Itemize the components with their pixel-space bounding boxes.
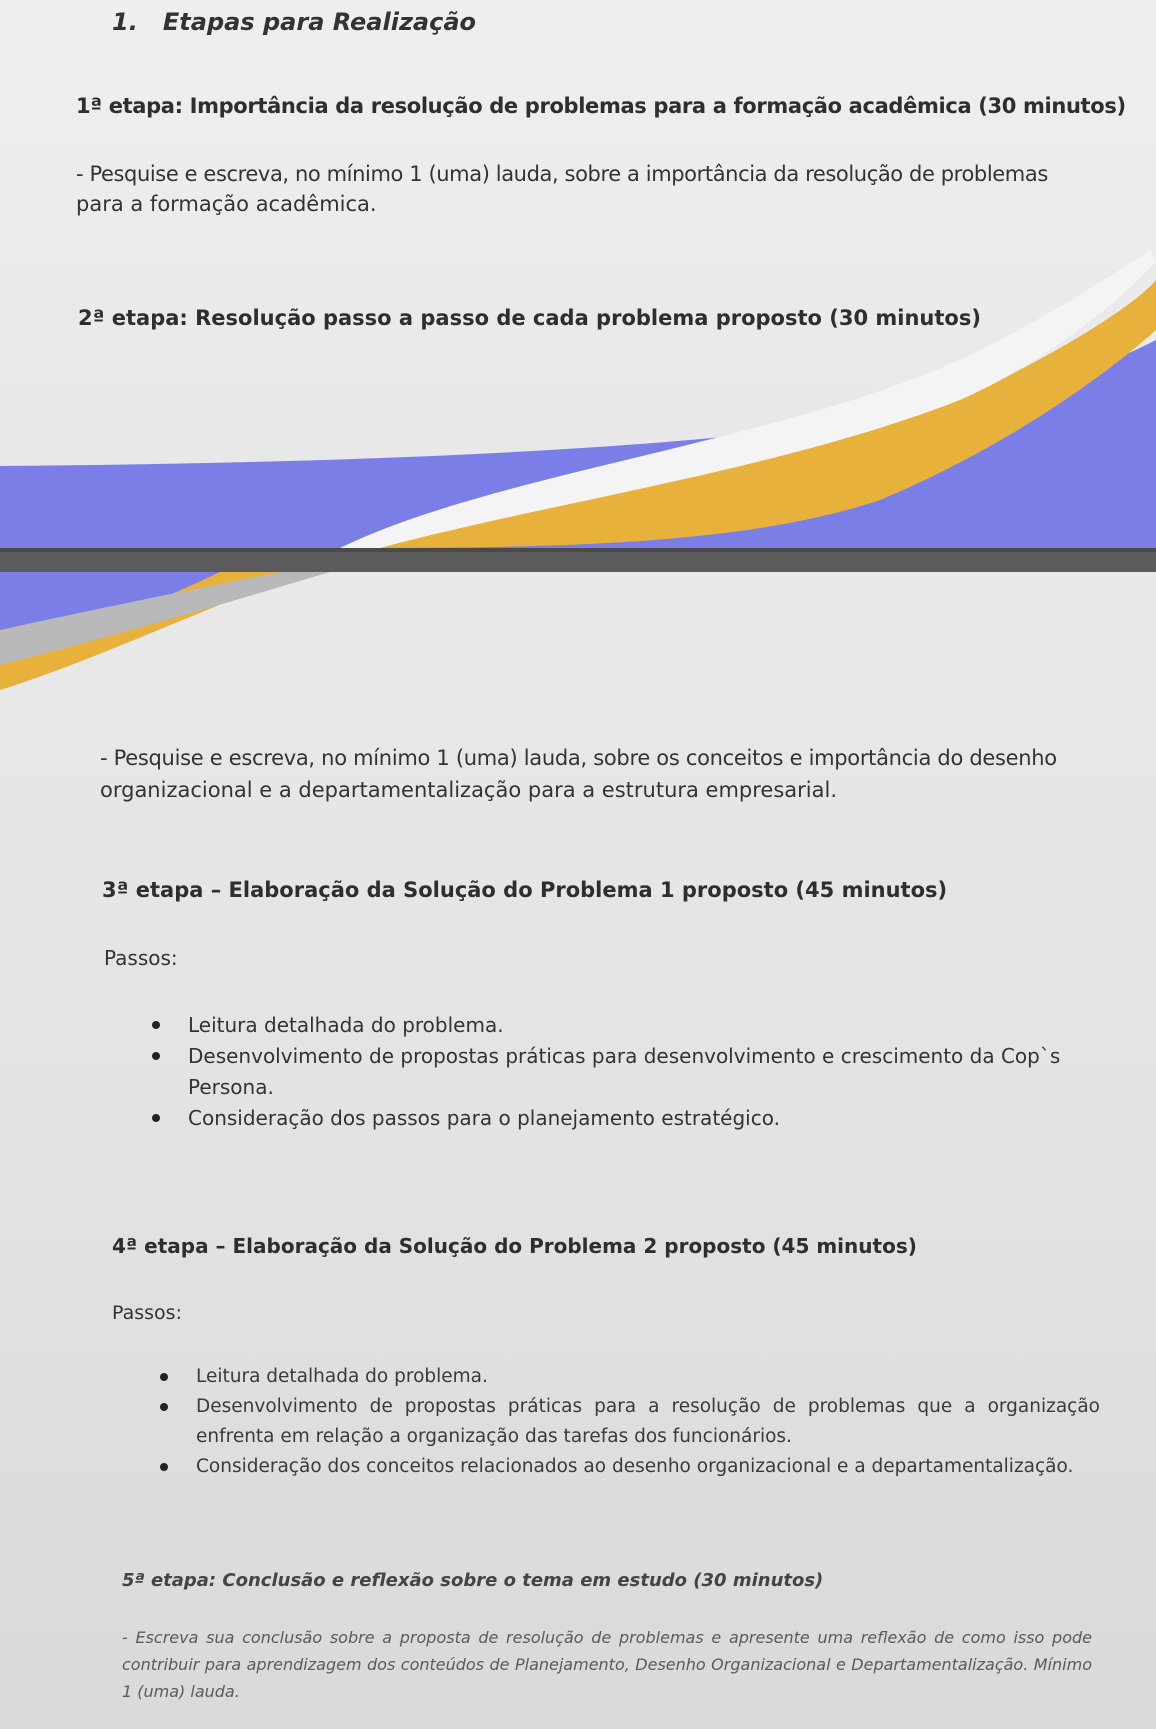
section-number: 1. [112, 8, 138, 36]
stage1-line2: para a formação acadêmica. [76, 192, 377, 216]
stage2-line1: - Pesquise e escreva, no mínimo 1 (uma) lauda, sobre os conceitos e importância do desenho [100, 746, 1057, 770]
stage3-steps-list [152, 1010, 1112, 1134]
stage4-steps-list [160, 1362, 1100, 1482]
stage5-title: 5ª etapa: Conclusão e reflexão sobre o tema em estudo (30 minutos) [122, 1570, 824, 1591]
list-item: Desenvolvimento de propostas práticas para desenvolvimento e crescimento da Cop`s Persona. [152, 1041, 1112, 1103]
section-heading [112, 8, 476, 36]
list-item: Leitura detalhada do problema. [152, 1010, 1112, 1041]
stage4-title: 4ª etapa – Elaboração da Solução do Problema 2 proposto (45 minutos) [112, 1234, 917, 1258]
stage5-text: - Escreva sua conclusão sobre a proposta de resolução de problemas e apresente uma reflexão de como isso pode contribuir para aprendizagem dos conteúdos de Planejamento, Desenho Organizacional e Departamentalização. Mínimo 1 (uma) lauda. [122, 1628, 1092, 1701]
stage1-line1: - Pesquise e escreva, no mínimo 1 (uma) lauda, sobre a importância da resolução de problemas [76, 162, 1048, 186]
list-item: Leitura detalhada do problema. [160, 1362, 1100, 1392]
stage2-line2: organizacional e a departamentalização para a estrutura empresarial. [100, 778, 838, 802]
list-item: Consideração dos conceitos relacionados ao desenho organizacional e a departamentalização. [160, 1452, 1100, 1482]
list-item: Desenvolvimento de propostas práticas para a resolução de problemas que a organização enfrenta em relação a organização das tarefas dos funcionários. [160, 1392, 1100, 1452]
section-title: Etapas para Realização [162, 8, 477, 36]
list-item: Consideração dos passos para o planejamento estratégico. [152, 1103, 1112, 1134]
page-bottom-background [0, 548, 1156, 1729]
stage4-steps-label: Passos: [112, 1302, 182, 1324]
stage1-title: 1ª etapa: Importância da resolução de problemas para a formação acadêmica (30 minutos) [76, 94, 1126, 118]
stage3-steps-label: Passos: [104, 946, 178, 970]
stage3-title: 3ª etapa – Elaboração da Solução do Problema 1 proposto (45 minutos) [102, 878, 948, 902]
stage2-title: 2ª etapa: Resolução passo a passo de cada problema proposto (30 minutos) [78, 306, 981, 330]
